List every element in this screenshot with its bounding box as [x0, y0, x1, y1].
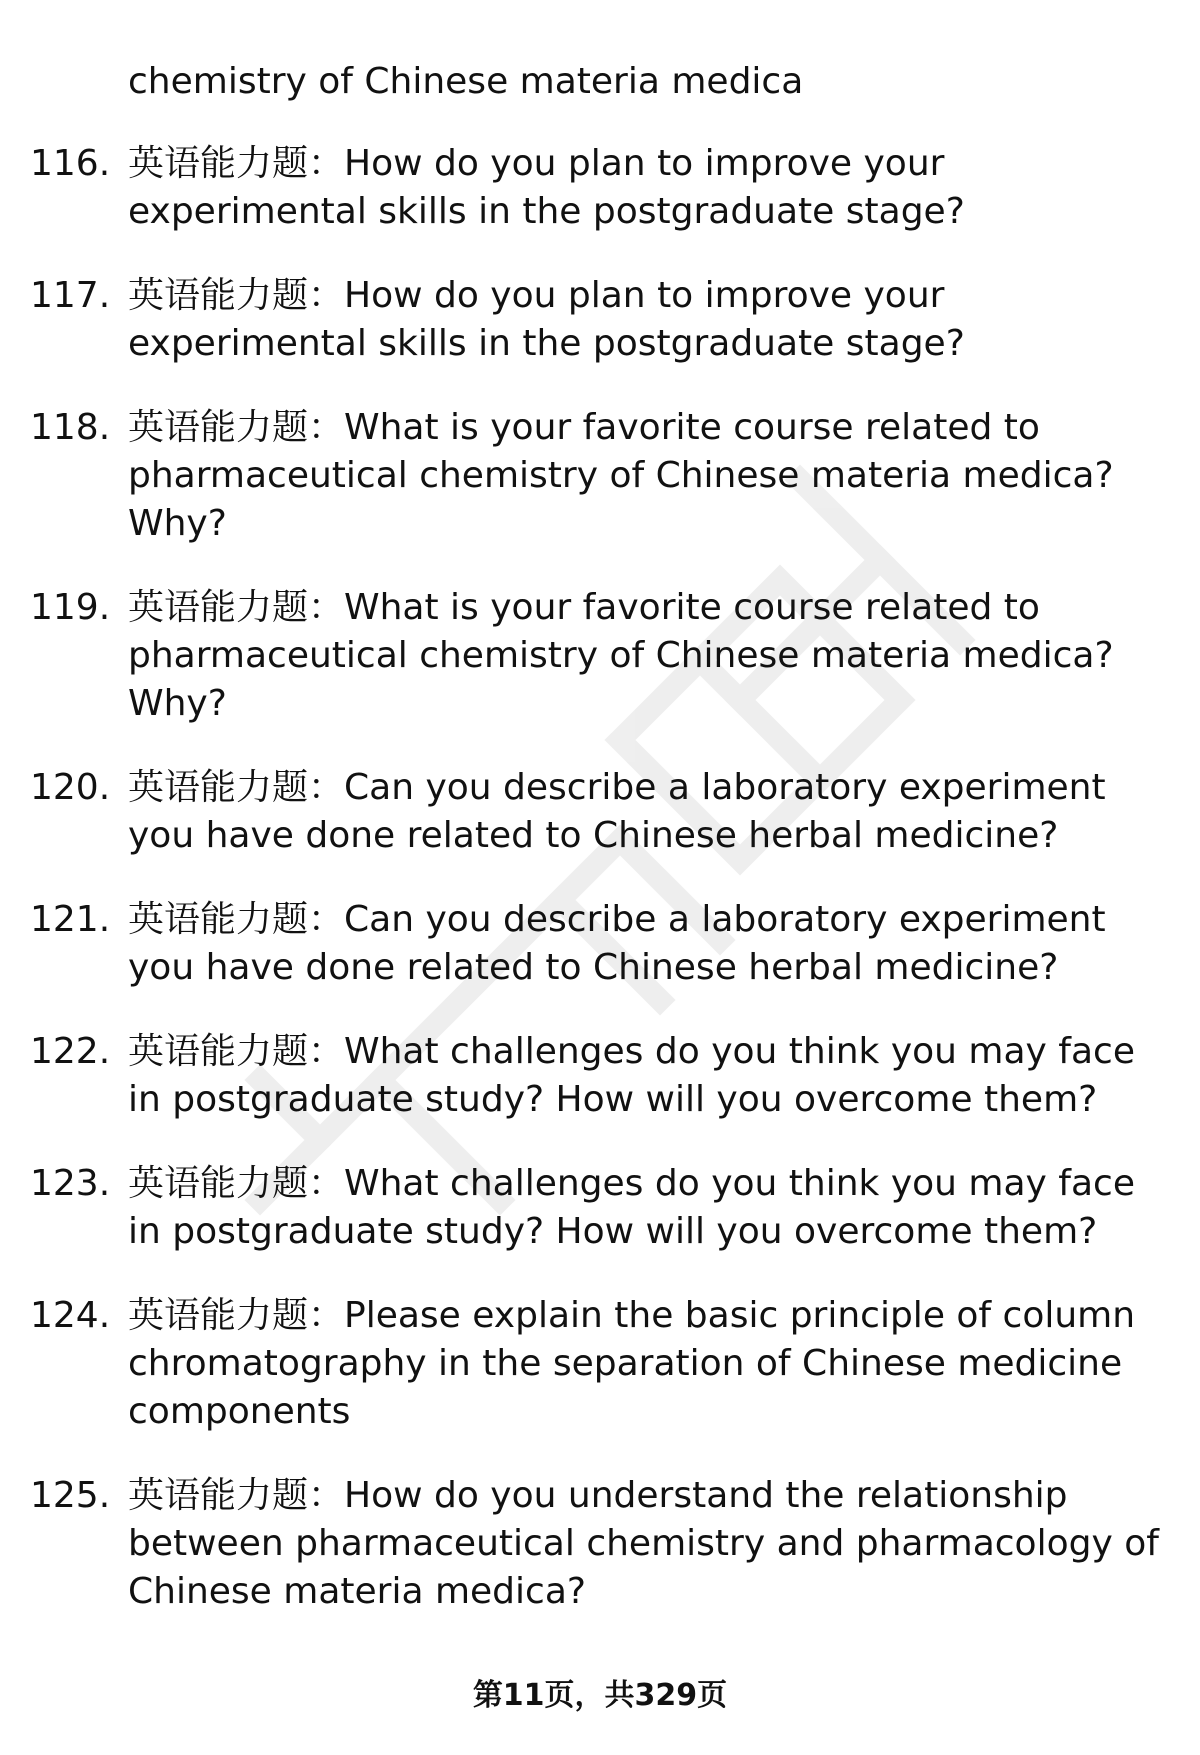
question-number: 122.	[30, 1031, 111, 1072]
question-item	[0, 272, 1200, 368]
question-item	[0, 1292, 1200, 1436]
question-number: 125.	[30, 1475, 111, 1516]
question-number: 121.	[30, 899, 111, 940]
question-text: 英语能力题：What challenges do you think you may face in postgraduate study? How will you overcome them?	[128, 1163, 1135, 1252]
question-number: 119.	[30, 587, 111, 628]
question-number: 123.	[30, 1163, 111, 1204]
question-item	[0, 404, 1200, 548]
question-item	[0, 896, 1200, 992]
question-text: 英语能力题：How do you plan to improve your experimental skills in the postgraduate stage?	[128, 143, 965, 232]
question-item	[0, 764, 1200, 860]
question-text: 英语能力题：How do you understand the relationship between pharmaceutical chemistry and pharmacology of Chinese materia medica?	[128, 1475, 1159, 1612]
question-number: 116.	[30, 143, 111, 184]
continued-question-text: chemistry of Chinese materia medica	[128, 61, 804, 102]
question-text: 英语能力题：Please explain the basic principle of column chromatography in the separation of Chinese medicine components	[128, 1295, 1136, 1432]
question-item	[0, 584, 1200, 728]
question-text: 英语能力题：What is your favorite course related to pharmaceutical chemistry of Chinese materia medica? Why?	[128, 587, 1114, 724]
question-text: 英语能力题：What challenges do you think you may face in postgraduate study? How will you overcome them?	[128, 1031, 1135, 1120]
question-item	[0, 1028, 1200, 1124]
question-item	[0, 1472, 1200, 1616]
question-item	[0, 1160, 1200, 1256]
question-number: 117.	[30, 275, 111, 316]
question-list	[0, 140, 1200, 1652]
question-text: 英语能力题：How do you plan to improve your experimental skills in the postgraduate stage?	[128, 275, 965, 364]
question-text: 英语能力题：Can you describe a laboratory experiment you have done related to Chinese herbal medicine?	[128, 767, 1106, 856]
question-text: 英语能力题：What is your favorite course related to pharmaceutical chemistry of Chinese materia medica? Why?	[128, 407, 1114, 544]
question-item	[0, 140, 1200, 236]
question-number: 120.	[30, 767, 111, 808]
page-footer: 第11页，共329页	[472, 1678, 728, 1713]
question-number: 118.	[30, 407, 111, 448]
question-text: 英语能力题：Can you describe a laboratory experiment you have done related to Chinese herbal medicine?	[128, 899, 1106, 988]
question-number: 124.	[30, 1295, 111, 1336]
